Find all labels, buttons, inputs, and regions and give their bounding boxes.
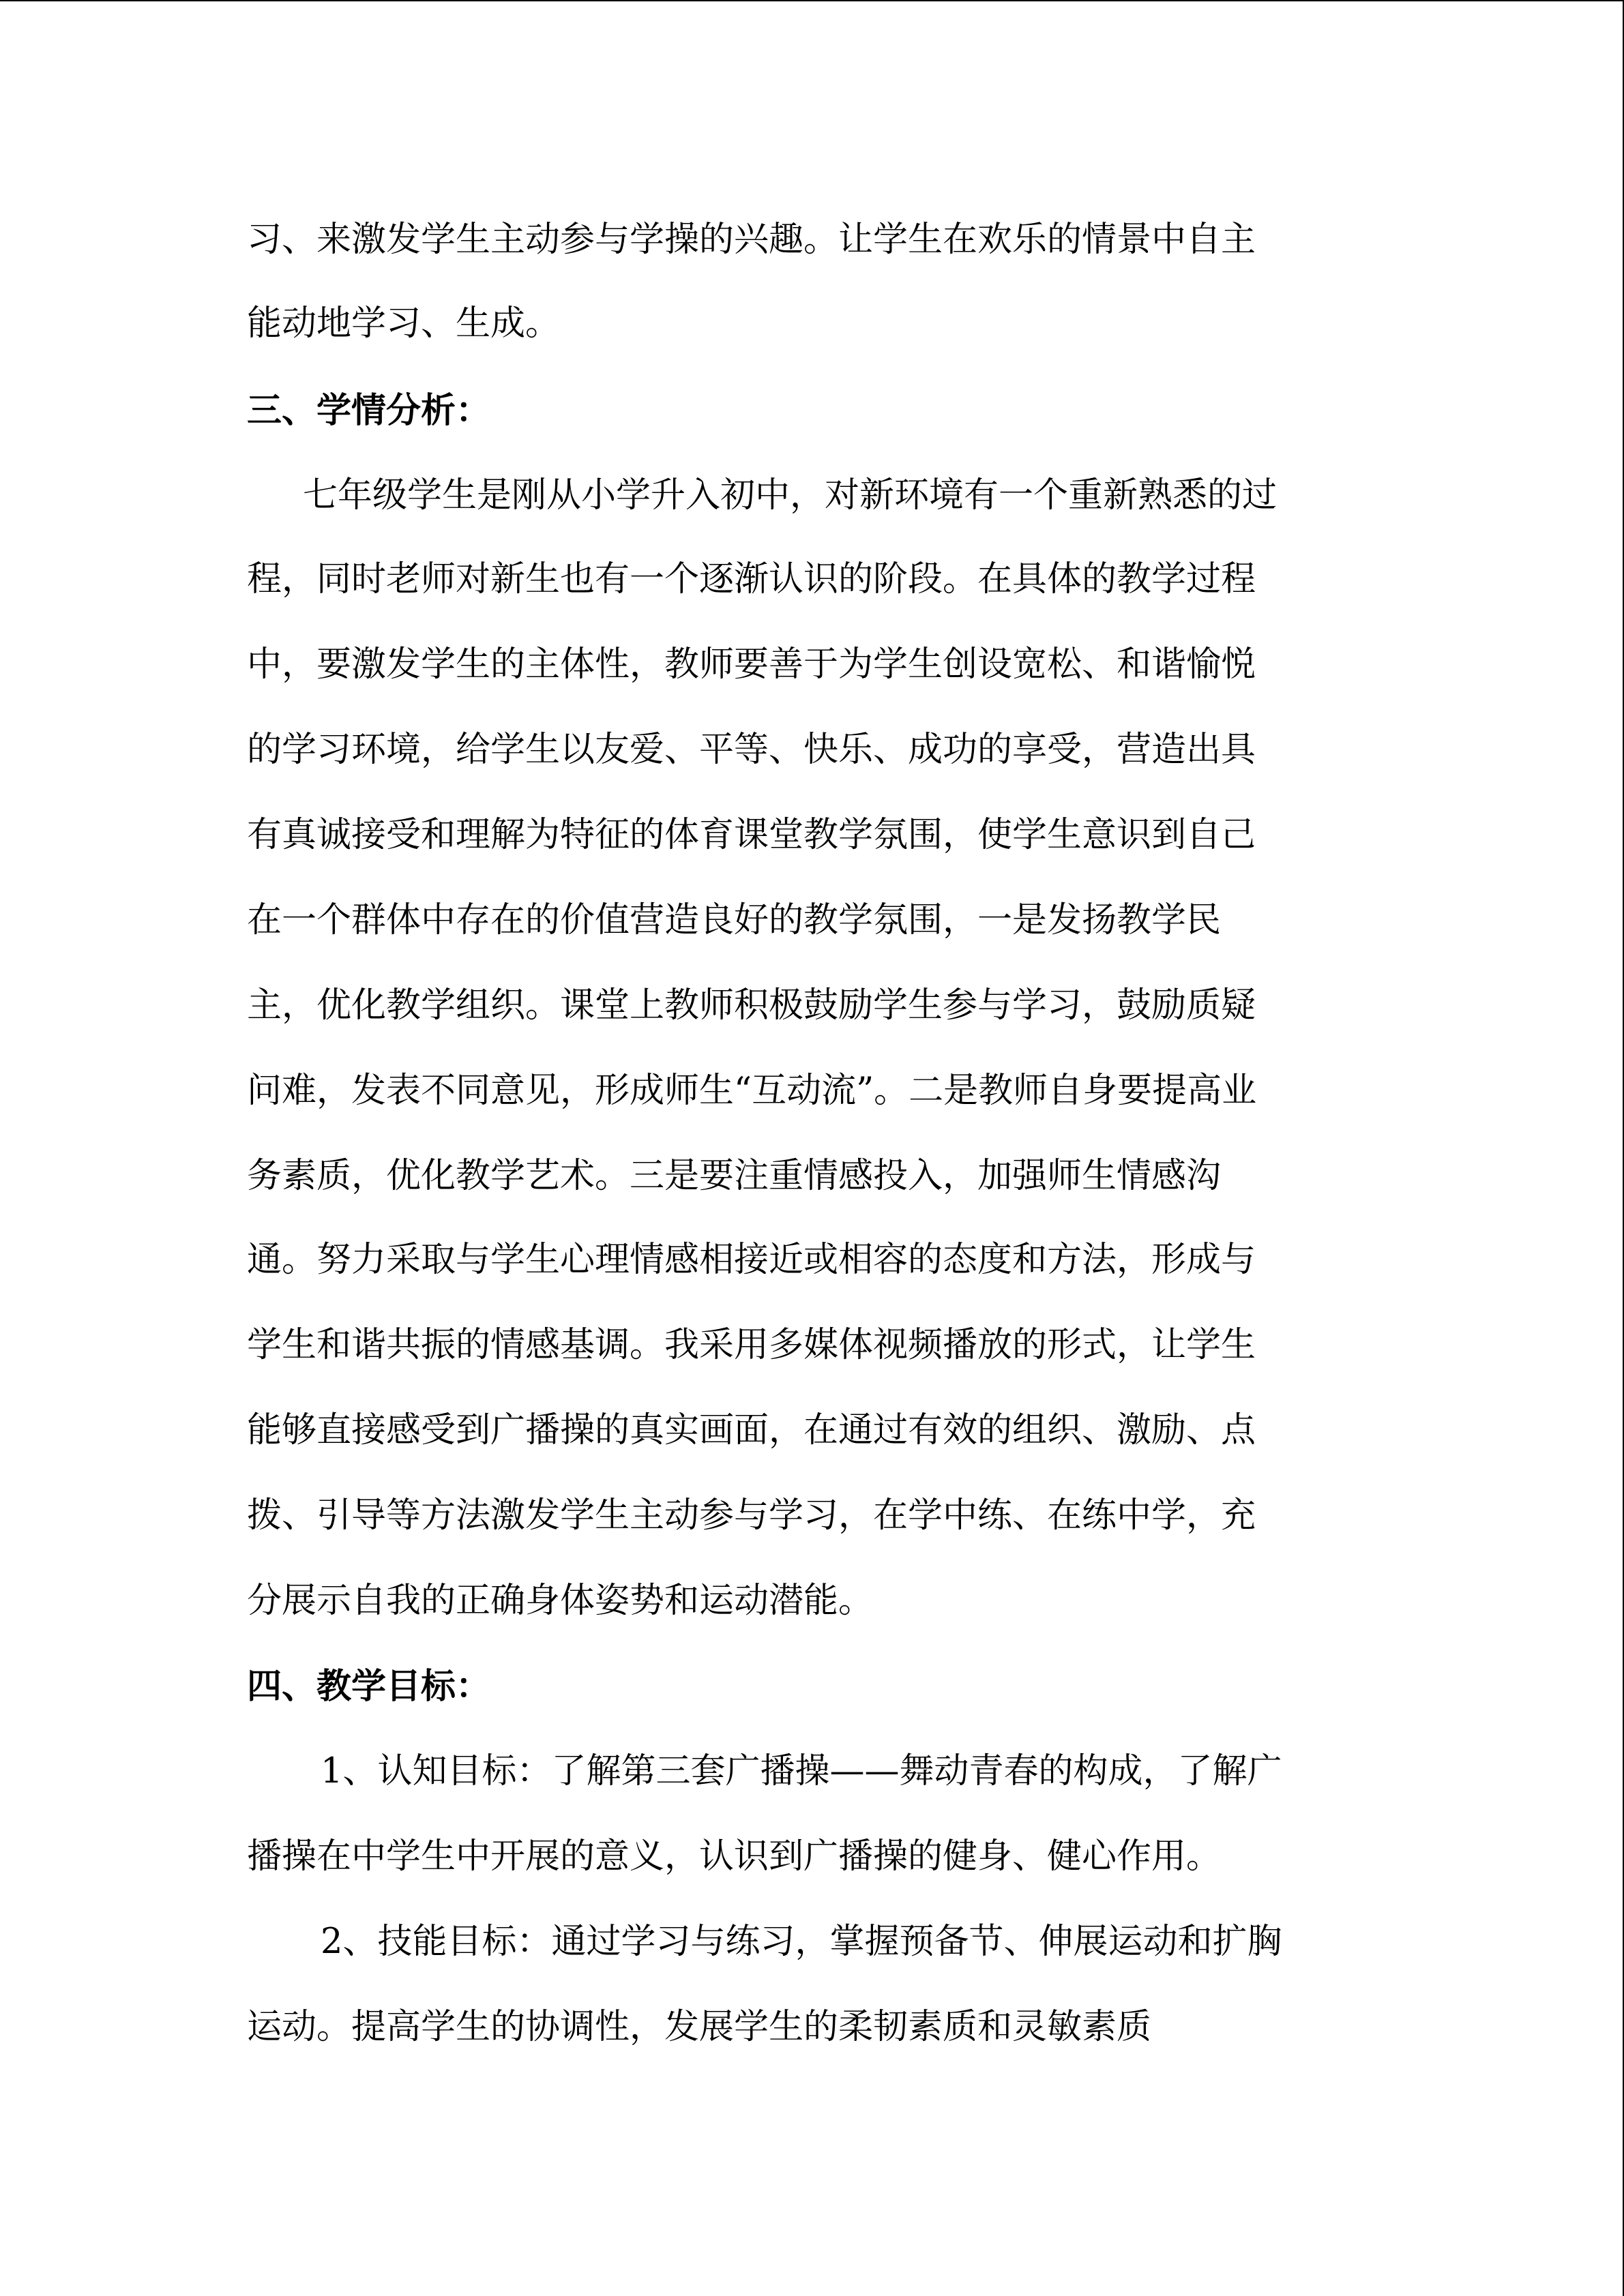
paragraph-line: 程，同时老师对新生也有一个逐渐认识的阶段。在具体的教学过程 [247,559,1256,599]
paragraph-line: 务素质，优化教学艺术。三是要注重情感投入，加强师生情感沟 [247,1156,1222,1196]
paragraph-line: 中，要激发学生的主体性，教师要善于为学生创设宽松、和谐愉悦 [247,644,1256,685]
paragraph-line: 的学习环境，给学生以友爱、平等、快乐、成功的享受，营造出具 [247,730,1256,770]
paragraph-line: 能动地学习、生成。 [247,303,561,344]
paragraph-line: 1、认知目标：了解第三套广播操——舞动青春的构成，了解广 [321,1751,1282,1791]
paragraph-line: 拨、引导等方法激发学生主动参与学习，在学中练、在练中学，充 [247,1495,1256,1536]
paragraph-line: 分展示自我的正确身体姿势和运动潜能。 [247,1581,874,1621]
paragraph-line: 2、技能目标：通过学习与练习，掌握预备节、伸展运动和扩胸 [321,1922,1282,1962]
paragraph-line: 学生和谐共振的情感基调。我采用多媒体视频播放的形式，让学生 [247,1325,1256,1365]
paragraph-line: 习、来激发学生主动参与学操的兴趣。让学生在欢乐的情景中自主 [247,220,1256,260]
section-heading-teaching-goals: 四、教学目标： [247,1666,491,1707]
paragraph-line: 七年级学生是刚从小学升入初中，对新环境有一个重新熟悉的过 [303,475,1278,516]
paragraph-line: 运动。提高学生的协调性，发展学生的柔韧素质和灵敏素质 [247,2007,1152,2047]
paragraph-line: 主，优化教学组织。课堂上教师积极鼓励学生参与学习，鼓励质疑 [247,985,1256,1026]
section-heading-learning-analysis: 三、学情分析： [247,390,491,431]
paragraph-line: 播操在中学生中开展的意义，认识到广播操的健身、健心作用。 [247,1836,1222,1877]
paragraph-line: 有真诚接受和理解为特征的体育课堂教学氛围，使学生意识到自己 [247,815,1256,855]
paragraph-line: 通。努力采取与学生心理情感相接近或相容的态度和方法，形成与 [247,1240,1256,1280]
paragraph-line: 问难，发表不同意见，形成师生“互动流”。二是教师自身要提高业 [247,1071,1257,1111]
paragraph-line: 在一个群体中存在的价值营造良好的教学氛围，一是发扬教学民 [247,900,1222,940]
paragraph-line: 能够直接感受到广播操的真实画面，在通过有效的组织、激励、点 [247,1410,1256,1450]
